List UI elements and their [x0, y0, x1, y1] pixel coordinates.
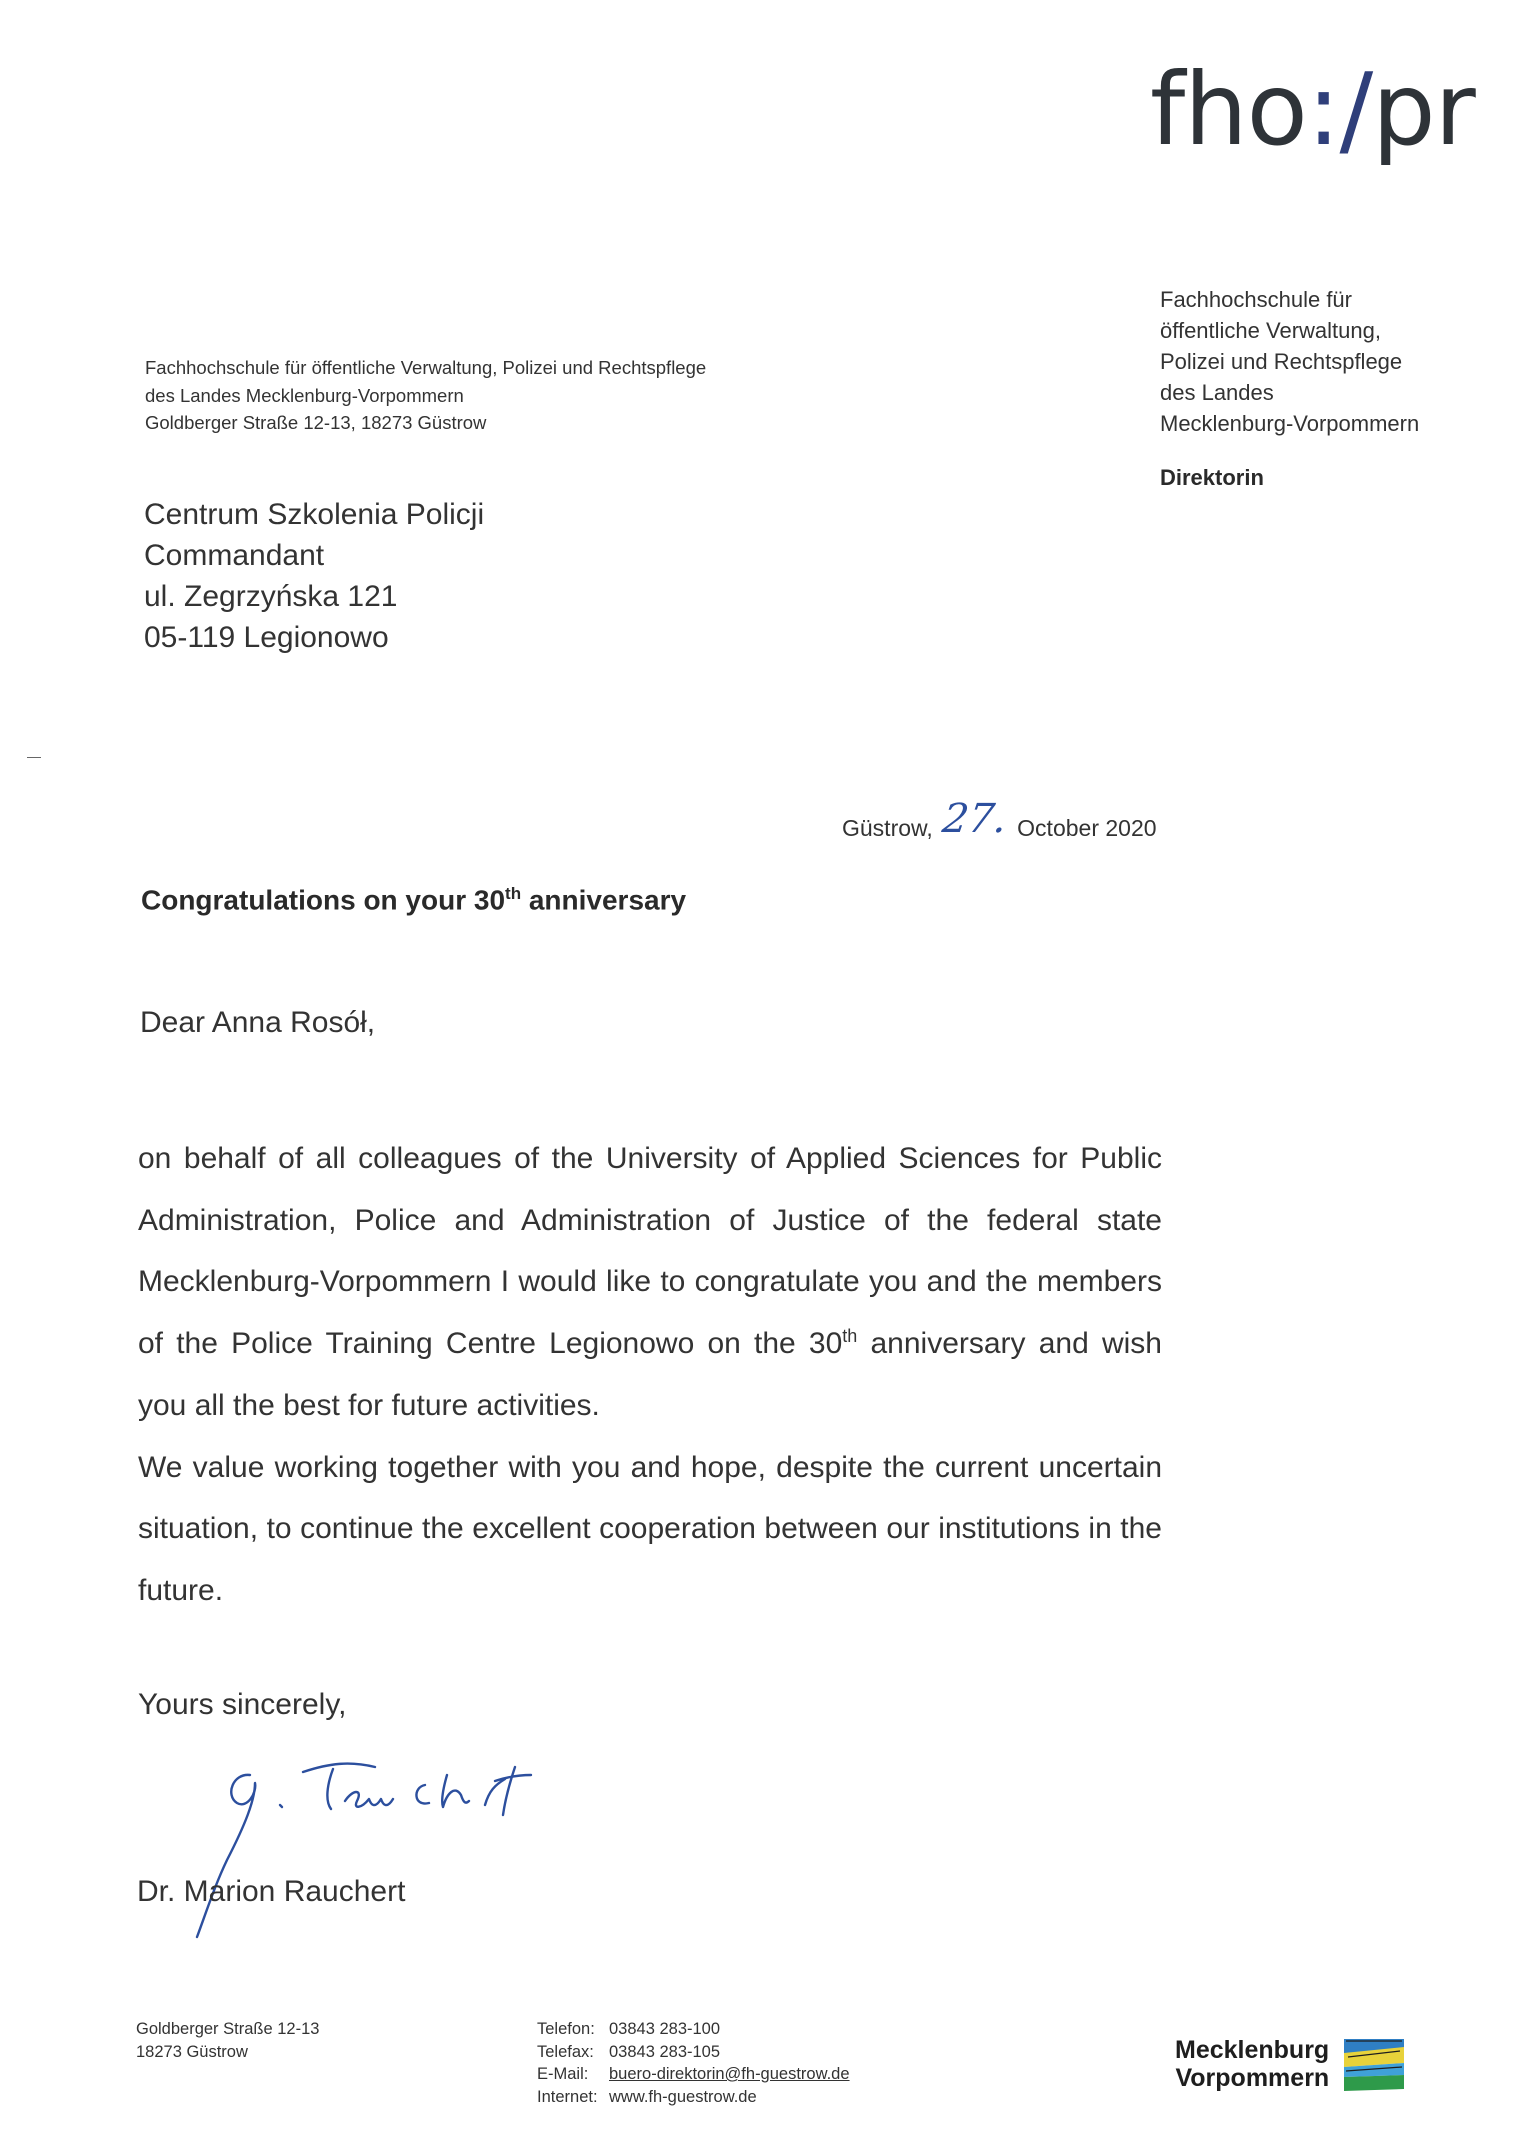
website-link[interactable]: www.fh-guestrow.de: [609, 2087, 757, 2106]
contact-value: 03843 283-100: [609, 2020, 721, 2038]
institution-logo: [1150, 51, 1475, 168]
recipient-line: ul. Zegrzyńska 121: [144, 580, 398, 613]
letter-body: [138, 1128, 1162, 1622]
contact-label: Internet:: [537, 2087, 598, 2106]
footer-address: [136, 2018, 319, 2064]
footer-address-line: 18273 Güstrow: [136, 2043, 248, 2061]
body-text-segment: on behalf of all colleagues of the University of Applied Sciences for Public Administration, Police and Administration of Justice of the federal state Mecklenburg-Vorpommern I would like to congratulate you and the members of the Police Training Centre Legionowo on the 30: [138, 1142, 1162, 1361]
state-logo-line: Mecklenburg: [1175, 2036, 1330, 2064]
subject-text: Congratulations on your 30: [141, 884, 506, 916]
footer-contacts: [537, 2018, 850, 2108]
body-paragraph-1: [138, 1128, 1162, 1437]
contact-label: E-Mail:: [537, 2065, 589, 2083]
letter-subject: [141, 884, 686, 916]
recipient-line: Commandant: [144, 539, 325, 572]
contact-email: [537, 2063, 850, 2086]
logo-part-fho: fho: [1150, 51, 1307, 168]
contact-website: [537, 2086, 850, 2109]
date-place: Güstrow,: [842, 815, 933, 841]
fold-mark: [27, 757, 41, 758]
contact-label: Telefon:: [537, 2020, 595, 2038]
body-text-segment: anniversary and wish you all the best for future activities.: [138, 1327, 1162, 1422]
date-day-handwritten: 27.: [939, 796, 1011, 842]
handwritten-signature: [185, 1745, 605, 1945]
recipient-line: Centrum Szkolenia Policji: [144, 498, 485, 531]
contact-label: Telefax:: [537, 2042, 594, 2061]
sender-line: Goldberger Straße 12-13, 18273 Güstrow: [145, 412, 487, 433]
state-logo-text: [1175, 2036, 1329, 2092]
subject-text-end: anniversary: [521, 884, 687, 916]
recipient-address: [144, 494, 484, 658]
contact-fax: [537, 2041, 850, 2064]
sender-line: Fachhochschule für öffentliche Verwaltung, Polizei und Rechtspflege: [145, 357, 707, 378]
institution-title: Direktorin: [1160, 465, 1264, 490]
recipient-line: 05-119 Legionowo: [144, 621, 389, 654]
salutation: Dear Anna Rosół,: [140, 1006, 376, 1039]
institution-block: [1160, 284, 1490, 439]
body-paragraph-2: We value working together with you and hope, despite the current uncertain situation, to continue the excellent cooperation between our institutions in the future.: [138, 1450, 1162, 1607]
institution-line: Polizei und Rechtspflege: [1160, 349, 1403, 374]
institution-line: des Landes: [1160, 380, 1274, 405]
logo-part-pr: pr: [1372, 51, 1475, 168]
footer-address-line: Goldberger Straße 12-13: [136, 2020, 320, 2038]
state-flag-icon: [1342, 2037, 1408, 2093]
institution-line: Fachhochschule für: [1160, 287, 1352, 312]
signer-name: Dr. Marion Rauchert: [137, 1875, 406, 1908]
date-month-year: October 2020: [1017, 815, 1157, 841]
email-link[interactable]: buero-direktorin@fh-guestrow.de: [609, 2065, 850, 2083]
contact-phone: [537, 2018, 850, 2041]
subject-superscript: th: [505, 884, 522, 903]
letter-date: [842, 796, 1157, 846]
state-logo: [1175, 2036, 1408, 2093]
closing: Yours sincerely,: [138, 1688, 347, 1721]
logo-part-symbol: :/: [1306, 51, 1373, 168]
sender-line: des Landes Mecklenburg-Vorpommern: [145, 384, 464, 406]
institution-line: Mecklenburg-Vorpommern: [1160, 411, 1420, 436]
state-logo-line: Vorpommern: [1175, 2064, 1330, 2092]
body-superscript: th: [842, 1326, 858, 1347]
sender-address: [145, 354, 706, 437]
institution-line: öffentliche Verwaltung,: [1160, 318, 1381, 343]
contact-value: 03843 283-105: [609, 2042, 721, 2061]
